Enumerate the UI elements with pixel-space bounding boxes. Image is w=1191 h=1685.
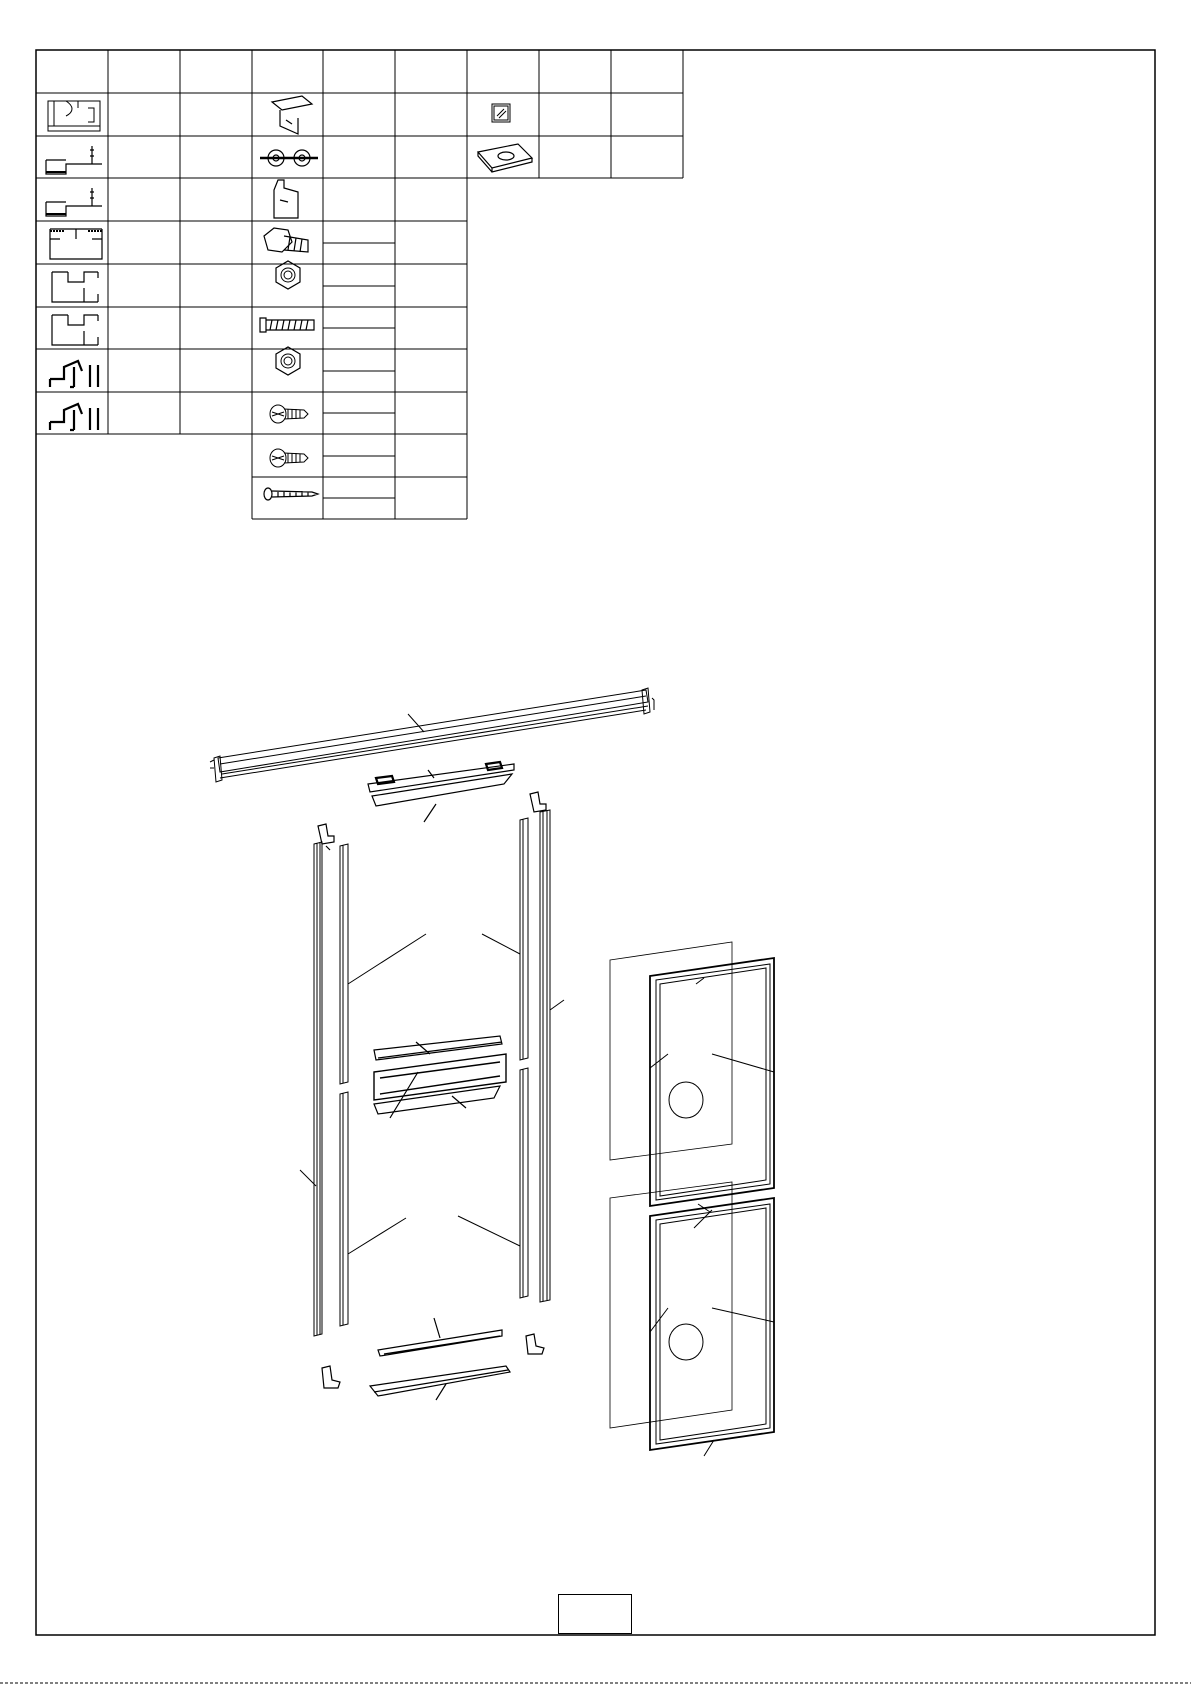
left-stile-outer xyxy=(300,842,322,1336)
roller-wheel-icon xyxy=(260,150,318,166)
long-screw-icon xyxy=(264,488,318,500)
frame-top-profile-icon xyxy=(50,229,102,259)
bracket-icon xyxy=(272,96,312,134)
bolt-icon xyxy=(264,228,308,252)
glass-pane-icon xyxy=(492,104,510,122)
pan-head-screw-icon xyxy=(270,405,308,423)
frame-side-profile-icon xyxy=(52,315,98,345)
hook-profile-icon xyxy=(50,404,98,430)
step-profile-icon xyxy=(46,188,102,216)
frame-side-profile-icon xyxy=(52,272,98,302)
long-bolt-icon xyxy=(260,318,314,332)
door-panel-lower xyxy=(650,1198,774,1456)
right-stile-inner xyxy=(458,818,528,1298)
step-profile-icon xyxy=(46,146,102,174)
nut-icon xyxy=(276,347,300,375)
nut-icon xyxy=(276,261,300,289)
hanger-clip-icon xyxy=(274,180,298,218)
right-stile-outer xyxy=(540,810,564,1302)
upper-rail xyxy=(368,762,514,822)
corner-bracket xyxy=(318,792,546,1388)
left-stile-inner xyxy=(340,844,426,1326)
middle-rails xyxy=(374,1036,506,1118)
page-number-box xyxy=(558,1594,632,1634)
glass-panel-back xyxy=(610,942,732,1428)
page-border xyxy=(36,50,1155,1635)
hook-profile-icon xyxy=(50,361,98,387)
track-profile-icon xyxy=(48,101,100,131)
pan-head-screw-icon xyxy=(270,449,308,467)
cover-plate-icon xyxy=(478,144,532,172)
parts-table xyxy=(36,50,683,519)
door-panel-upper xyxy=(650,958,774,1206)
top-track xyxy=(210,688,654,782)
lower-rails xyxy=(370,1318,510,1400)
